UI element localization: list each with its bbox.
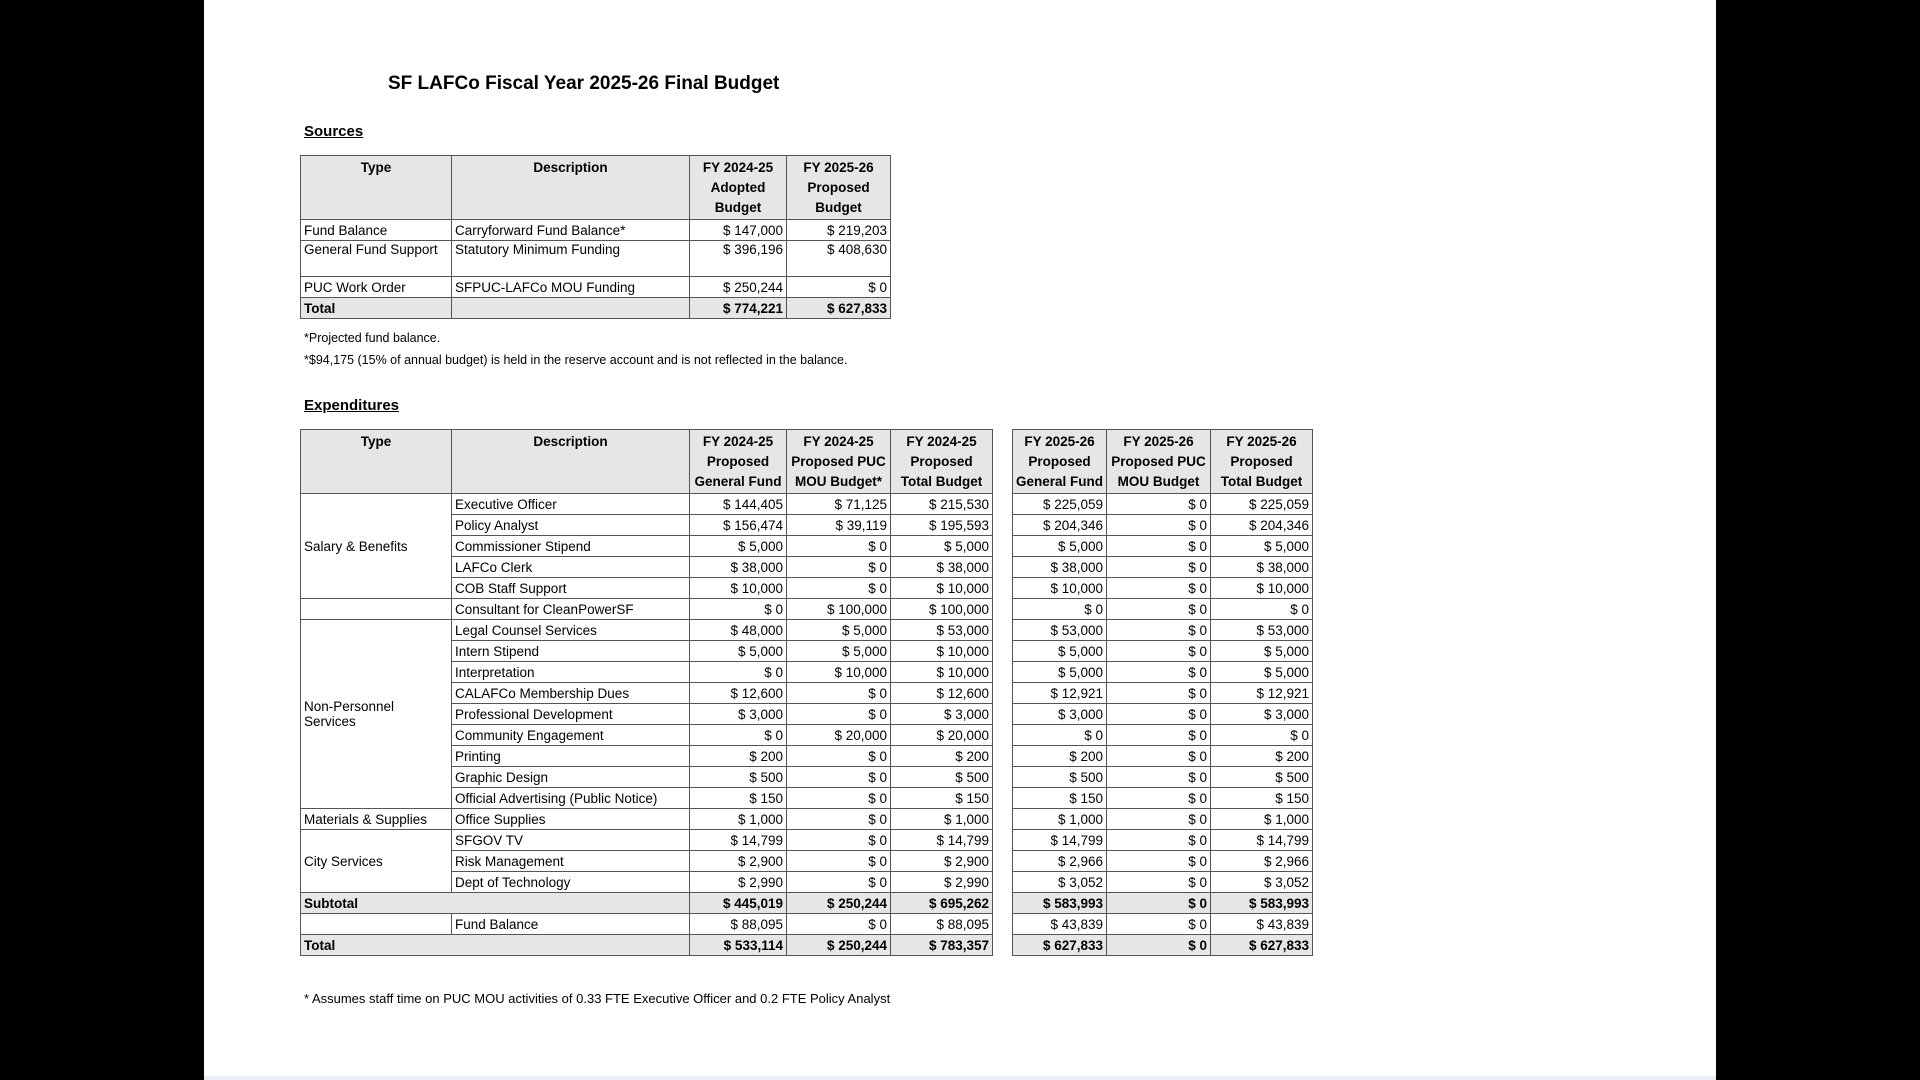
sources-table xyxy=(300,155,891,319)
sources-note-1: *Projected fund balance. xyxy=(304,331,441,345)
amount-cell: $ 150 xyxy=(690,788,787,809)
description-cell: SFGOV TV xyxy=(452,830,690,851)
amount-cell: $ 0 xyxy=(1211,599,1313,620)
sources-cell-desc: Carryforward Fund Balance* xyxy=(452,220,690,241)
amount-cell: $ 156,474 xyxy=(690,515,787,536)
column-gap xyxy=(993,893,1013,914)
column-gap xyxy=(993,662,1013,683)
amount-cell: $ 0 xyxy=(787,578,891,599)
sources-heading: Sources xyxy=(304,123,364,140)
amount-cell: $ 43,839 xyxy=(1211,914,1313,935)
taskbar-strip xyxy=(204,1076,1716,1080)
expenditures-heading: Expenditures xyxy=(304,397,400,414)
sources-cell-fy2526: $ 0 xyxy=(787,277,891,298)
column-gap xyxy=(993,935,1013,956)
exp-header-cell-line: Proposed xyxy=(1230,454,1293,469)
amount-cell: $ 627,833 xyxy=(1013,935,1107,956)
exp-header-cell xyxy=(301,430,452,494)
exp-header-cell-line: Proposed PUC xyxy=(791,454,886,469)
exp-header-cell-line: Description xyxy=(533,434,608,449)
amount-cell: $ 0 xyxy=(1107,767,1211,788)
amount-cell: $ 14,799 xyxy=(1211,830,1313,851)
amount-cell: $ 0 xyxy=(1107,914,1211,935)
amount-cell: $ 0 xyxy=(1107,578,1211,599)
table-row xyxy=(301,599,1313,620)
sources-header-cell-line: Budget xyxy=(815,200,862,215)
exp-header-cell-line: Proposed xyxy=(1028,454,1091,469)
amount-cell: $ 5,000 xyxy=(1211,641,1313,662)
amount-cell: $ 250,244 xyxy=(787,893,891,914)
fund-balance-row xyxy=(301,914,1313,935)
sources-total-label: Total xyxy=(301,298,452,319)
table-row xyxy=(301,704,1313,725)
column-gap xyxy=(993,641,1013,662)
column-gap xyxy=(993,914,1013,935)
amount-cell: $ 12,600 xyxy=(891,683,993,704)
amount-cell: $ 0 xyxy=(1013,599,1107,620)
exp-header-cell-line: Proposed xyxy=(706,454,770,469)
description-cell: Executive Officer xyxy=(452,494,690,515)
sources-cell-desc: Statutory Minimum Funding xyxy=(452,241,690,277)
amount-cell: $ 0 xyxy=(787,872,891,893)
amount-cell: $ 3,000 xyxy=(1211,704,1313,725)
column-gap xyxy=(993,872,1013,893)
table-row xyxy=(301,662,1313,683)
column-gap xyxy=(993,578,1013,599)
table-row xyxy=(301,277,891,298)
amount-cell: $ 1,000 xyxy=(1013,809,1107,830)
amount-cell: $ 0 xyxy=(787,914,891,935)
amount-cell: $ 43,839 xyxy=(1013,914,1107,935)
amount-cell: $ 150 xyxy=(1211,788,1313,809)
amount-cell: $ 5,000 xyxy=(690,536,787,557)
column-gap xyxy=(993,599,1013,620)
sources-header-cell-line: Description xyxy=(533,160,608,175)
amount-cell: $ 0 xyxy=(1107,809,1211,830)
description-cell: Policy Analyst xyxy=(452,515,690,536)
table-row xyxy=(301,494,1313,515)
amount-cell: $ 5,000 xyxy=(1013,662,1107,683)
sources-header-cell xyxy=(787,156,891,220)
amount-cell: $ 2,900 xyxy=(690,851,787,872)
description-cell: Official Advertising (Public Notice) xyxy=(452,788,690,809)
amount-cell: $ 0 xyxy=(1107,494,1211,515)
exp-header-cell-line: MOU Budget xyxy=(1117,474,1200,489)
amount-cell: $ 39,119 xyxy=(787,515,891,536)
exp-header-cell-line: Total Budget xyxy=(1220,474,1303,489)
amount-cell: $ 38,000 xyxy=(1211,557,1313,578)
amount-cell: $ 0 xyxy=(1107,620,1211,641)
table-row xyxy=(301,557,1313,578)
sources-header-cell-line: Type xyxy=(360,160,392,175)
amount-cell: $ 88,095 xyxy=(690,914,787,935)
amount-cell: $ 445,019 xyxy=(690,893,787,914)
amount-cell: $ 200 xyxy=(690,746,787,767)
description-cell: Fund Balance xyxy=(452,914,690,935)
amount-cell: $ 200 xyxy=(891,746,993,767)
sources-note-2: *$94,175 (15% of annual budget) is held in the reserve account and is not reflected in the balance. xyxy=(304,353,848,367)
amount-cell: $ 12,921 xyxy=(1211,683,1313,704)
sources-header-cell xyxy=(452,156,690,220)
column-gap xyxy=(993,851,1013,872)
amount-cell: $ 215,530 xyxy=(891,494,993,515)
sources-header-cell xyxy=(690,156,787,220)
amount-cell: $ 100,000 xyxy=(891,599,993,620)
amount-cell: $ 0 xyxy=(787,851,891,872)
amount-cell: $ 0 xyxy=(787,536,891,557)
table-row xyxy=(301,620,1313,641)
amount-cell: $ 1,000 xyxy=(891,809,993,830)
amount-cell: $ 500 xyxy=(1211,767,1313,788)
exp-header-cell xyxy=(1013,430,1107,494)
sources-header-cell-line: Proposed xyxy=(807,180,870,195)
expenditures-note: * Assumes staff time on PUC MOU activities of 0.33 FTE Executive Officer and 0.2 FTE Policy Analyst xyxy=(304,991,891,1006)
description-cell: Office Supplies xyxy=(452,809,690,830)
exp-header-cell xyxy=(452,430,690,494)
type-cell-blank xyxy=(301,599,452,620)
column-gap xyxy=(993,557,1013,578)
amount-cell: $ 48,000 xyxy=(690,620,787,641)
table-row xyxy=(301,809,1313,830)
amount-cell: $ 200 xyxy=(1013,746,1107,767)
amount-cell: $ 20,000 xyxy=(891,725,993,746)
description-cell: Consultant for CleanPowerSF xyxy=(452,599,690,620)
amount-cell: $ 0 xyxy=(1107,641,1211,662)
amount-cell: $ 0 xyxy=(1107,935,1211,956)
amount-cell: $ 10,000 xyxy=(891,578,993,599)
amount-cell: $ 627,833 xyxy=(1211,935,1313,956)
amount-cell: $ 3,052 xyxy=(1013,872,1107,893)
amount-cell: $ 583,993 xyxy=(1211,893,1313,914)
amount-cell: $ 0 xyxy=(1107,536,1211,557)
amount-cell: $ 500 xyxy=(1013,767,1107,788)
amount-cell: $ 225,059 xyxy=(1013,494,1107,515)
amount-cell: $ 0 xyxy=(1211,725,1313,746)
exp-header-cell xyxy=(690,430,787,494)
type-cell-blank xyxy=(301,914,452,935)
exp-header-cell-line: General Fund xyxy=(1016,474,1104,489)
amount-cell: $ 0 xyxy=(787,830,891,851)
exp-header-cell-line: Proposed xyxy=(910,454,973,469)
amount-cell: $ 0 xyxy=(1107,872,1211,893)
description-cell: Interpretation xyxy=(452,662,690,683)
amount-cell: $ 0 xyxy=(1107,704,1211,725)
amount-cell: $ 500 xyxy=(891,767,993,788)
sources-total-fy2526: $ 627,833 xyxy=(787,298,891,319)
document-page xyxy=(204,0,1716,1080)
amount-cell: $ 144,405 xyxy=(690,494,787,515)
amount-cell: $ 53,000 xyxy=(891,620,993,641)
amount-cell: $ 53,000 xyxy=(1211,620,1313,641)
table-row xyxy=(301,241,891,277)
table-row xyxy=(301,683,1313,704)
amount-cell: $ 5,000 xyxy=(1013,641,1107,662)
amount-cell: $ 1,000 xyxy=(1211,809,1313,830)
amount-cell: $ 53,000 xyxy=(1013,620,1107,641)
exp-header-cell xyxy=(787,430,891,494)
subtotal-label: Subtotal xyxy=(301,893,690,914)
table-row xyxy=(301,725,1313,746)
exp-header-cell-line: Total Budget xyxy=(900,474,983,489)
exp-header-cell-line: FY 2025-26 xyxy=(1123,434,1194,449)
column-gap xyxy=(993,809,1013,830)
amount-cell: $ 150 xyxy=(891,788,993,809)
column-gap xyxy=(993,620,1013,641)
amount-cell: $ 5,000 xyxy=(787,620,891,641)
type-cell: Materials & Supplies xyxy=(301,809,452,830)
amount-cell: $ 5,000 xyxy=(1211,536,1313,557)
amount-cell: $ 71,125 xyxy=(787,494,891,515)
description-cell: Intern Stipend xyxy=(452,641,690,662)
sources-cell-fy2425: $ 250,244 xyxy=(690,277,787,298)
exp-header-cell-line: Proposed PUC xyxy=(1111,454,1206,469)
amount-cell: $ 5,000 xyxy=(690,641,787,662)
sources-header-cell-line: FY 2025-26 xyxy=(803,160,874,175)
amount-cell: $ 204,346 xyxy=(1211,515,1313,536)
amount-cell: $ 150 xyxy=(1013,788,1107,809)
amount-cell: $ 0 xyxy=(787,683,891,704)
description-cell: Legal Counsel Services xyxy=(452,620,690,641)
description-cell: Graphic Design xyxy=(452,767,690,788)
amount-cell: $ 14,799 xyxy=(1013,830,1107,851)
amount-cell: $ 0 xyxy=(1107,683,1211,704)
amount-cell: $ 0 xyxy=(787,809,891,830)
description-cell: Printing xyxy=(452,746,690,767)
sources-cell-desc: SFPUC-LAFCo MOU Funding xyxy=(452,277,690,298)
exp-header-cell-line: General Fund xyxy=(694,474,782,489)
expenditures-table xyxy=(300,429,1313,956)
amount-cell: $ 10,000 xyxy=(891,641,993,662)
amount-cell: $ 0 xyxy=(1107,788,1211,809)
amount-cell: $ 0 xyxy=(1107,599,1211,620)
column-gap xyxy=(993,683,1013,704)
type-cell: Salary & Benefits xyxy=(301,494,452,599)
amount-cell: $ 0 xyxy=(787,767,891,788)
exp-header-cell-line: FY 2025-26 xyxy=(1024,434,1095,449)
amount-cell: $ 0 xyxy=(690,662,787,683)
description-cell: Community Engagement xyxy=(452,725,690,746)
sources-cell-fy2526: $ 219,203 xyxy=(787,220,891,241)
amount-cell: $ 3,052 xyxy=(1211,872,1313,893)
exp-total-row xyxy=(301,935,1313,956)
amount-cell: $ 0 xyxy=(787,704,891,725)
exp-header-cell-line: FY 2024-25 xyxy=(803,434,874,449)
sources-cell-fy2425: $ 147,000 xyxy=(690,220,787,241)
sources-header-cell-line: Adopted xyxy=(710,180,766,195)
table-row xyxy=(301,830,1313,851)
sources-cell-type: PUC Work Order xyxy=(301,277,452,298)
description-cell: COB Staff Support xyxy=(452,578,690,599)
type-cell: Non-Personnel Services xyxy=(301,620,452,809)
amount-cell: $ 100,000 xyxy=(787,599,891,620)
amount-cell: $ 0 xyxy=(1107,515,1211,536)
table-row xyxy=(301,767,1313,788)
amount-cell: $ 10,000 xyxy=(1013,578,1107,599)
description-cell: Risk Management xyxy=(452,851,690,872)
amount-cell: $ 5,000 xyxy=(787,641,891,662)
amount-cell: $ 3,000 xyxy=(891,704,993,725)
sources-header-cell-line: Budget xyxy=(714,200,762,215)
column-gap xyxy=(993,725,1013,746)
amount-cell: $ 2,966 xyxy=(1211,851,1313,872)
page-title: SF LAFCo Fiscal Year 2025-26 Final Budget xyxy=(388,73,780,94)
table-row xyxy=(301,746,1313,767)
amount-cell: $ 38,000 xyxy=(891,557,993,578)
sources-header-cell-line: FY 2024-25 xyxy=(702,160,774,175)
description-cell: Commissioner Stipend xyxy=(452,536,690,557)
amount-cell: $ 0 xyxy=(1013,725,1107,746)
amount-cell: $ 5,000 xyxy=(891,536,993,557)
table-row xyxy=(301,788,1313,809)
amount-cell: $ 0 xyxy=(787,746,891,767)
amount-cell: $ 2,990 xyxy=(690,872,787,893)
amount-cell: $ 88,095 xyxy=(891,914,993,935)
sources-cell-fy2425: $ 396,196 xyxy=(690,241,787,277)
column-gap xyxy=(993,536,1013,557)
table-row xyxy=(301,578,1313,599)
description-cell: LAFCo Clerk xyxy=(452,557,690,578)
column-gap xyxy=(993,515,1013,536)
table-row xyxy=(301,515,1313,536)
amount-cell: $ 225,059 xyxy=(1211,494,1313,515)
amount-cell: $ 1,000 xyxy=(690,809,787,830)
amount-cell: $ 583,993 xyxy=(1013,893,1107,914)
description-cell: Dept of Technology xyxy=(452,872,690,893)
amount-cell: $ 0 xyxy=(690,599,787,620)
table-row xyxy=(301,872,1313,893)
amount-cell: $ 5,000 xyxy=(1013,536,1107,557)
amount-cell: $ 12,600 xyxy=(690,683,787,704)
amount-cell: $ 2,966 xyxy=(1013,851,1107,872)
amount-cell: $ 10,000 xyxy=(787,662,891,683)
column-gap xyxy=(993,767,1013,788)
amount-cell: $ 38,000 xyxy=(690,557,787,578)
exp-header-cell-line: FY 2025-26 xyxy=(1226,434,1297,449)
column-gap xyxy=(993,494,1013,515)
amount-cell: $ 0 xyxy=(1107,851,1211,872)
sources-total-fy2425: $ 774,221 xyxy=(690,298,787,319)
amount-cell: $ 195,593 xyxy=(891,515,993,536)
amount-cell: $ 0 xyxy=(1107,557,1211,578)
amount-cell: $ 10,000 xyxy=(891,662,993,683)
column-gap xyxy=(993,430,1013,494)
exp-header-cell-line: FY 2024-25 xyxy=(702,434,774,449)
amount-cell: $ 204,346 xyxy=(1013,515,1107,536)
table-row xyxy=(301,641,1313,662)
column-gap xyxy=(993,830,1013,851)
sources-header-cell xyxy=(301,156,452,220)
amount-cell: $ 12,921 xyxy=(1013,683,1107,704)
exp-header-cell xyxy=(891,430,993,494)
sources-total-row xyxy=(301,298,891,319)
amount-cell: $ 500 xyxy=(690,767,787,788)
amount-cell: $ 783,357 xyxy=(891,935,993,956)
amount-cell: $ 10,000 xyxy=(1211,578,1313,599)
amount-cell: $ 2,990 xyxy=(891,872,993,893)
amount-cell: $ 0 xyxy=(787,557,891,578)
amount-cell: $ 20,000 xyxy=(787,725,891,746)
column-gap xyxy=(993,788,1013,809)
subtotal-row xyxy=(301,893,1313,914)
amount-cell: $ 0 xyxy=(1107,830,1211,851)
description-cell: Professional Development xyxy=(452,704,690,725)
sources-cell-fy2526: $ 408,630 xyxy=(787,241,891,277)
amount-cell: $ 200 xyxy=(1211,746,1313,767)
column-gap xyxy=(993,704,1013,725)
amount-cell: $ 5,000 xyxy=(1211,662,1313,683)
column-gap xyxy=(993,746,1013,767)
amount-cell: $ 0 xyxy=(1107,725,1211,746)
sources-cell-type: Fund Balance xyxy=(301,220,452,241)
amount-cell: $ 0 xyxy=(1107,746,1211,767)
table-row xyxy=(301,851,1313,872)
amount-cell: $ 3,000 xyxy=(1013,704,1107,725)
exp-header-cell-line: Type xyxy=(360,434,392,449)
exp-header-cell-line: FY 2024-25 xyxy=(906,434,977,449)
amount-cell: $ 250,244 xyxy=(787,935,891,956)
type-cell: City Services xyxy=(301,830,452,893)
amount-cell: $ 14,799 xyxy=(690,830,787,851)
amount-cell: $ 38,000 xyxy=(1013,557,1107,578)
amount-cell: $ 2,900 xyxy=(891,851,993,872)
table-row xyxy=(301,220,891,241)
amount-cell: $ 3,000 xyxy=(690,704,787,725)
amount-cell: $ 0 xyxy=(1107,662,1211,683)
exp-total-label: Total xyxy=(301,935,690,956)
exp-header-cell-line: MOU Budget* xyxy=(795,474,882,489)
amount-cell: $ 10,000 xyxy=(690,578,787,599)
amount-cell: $ 695,262 xyxy=(891,893,993,914)
amount-cell: $ 0 xyxy=(787,788,891,809)
description-cell: CALAFCo Membership Dues xyxy=(452,683,690,704)
exp-header-cell xyxy=(1107,430,1211,494)
exp-header-cell xyxy=(1211,430,1313,494)
amount-cell: $ 533,114 xyxy=(690,935,787,956)
amount-cell: $ 0 xyxy=(1107,893,1211,914)
amount-cell: $ 0 xyxy=(690,725,787,746)
sources-total-blank xyxy=(452,298,690,319)
amount-cell: $ 14,799 xyxy=(891,830,993,851)
table-row xyxy=(301,536,1313,557)
sources-cell-type: General Fund Support xyxy=(301,241,452,277)
